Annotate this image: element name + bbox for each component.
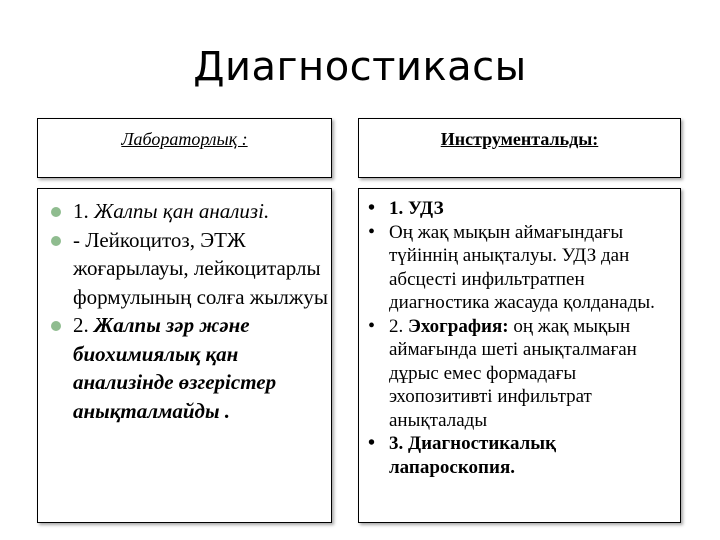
- bullet-dot-icon: [51, 321, 61, 331]
- instrumental-list: [364, 197, 679, 479]
- item-number: 2.: [389, 315, 408, 337]
- instrumental-content-box: [358, 188, 681, 523]
- instrumental-header: Инструментальды:: [440, 129, 599, 149]
- list-item: [48, 197, 328, 226]
- instrumental-header-box: [358, 118, 681, 178]
- item-text: Жалпы зәр және биохимиялық қан анализінде өзгерістер анықталмайды .: [73, 313, 277, 423]
- bullet-dot-icon: [51, 207, 61, 217]
- list-item: [364, 197, 679, 221]
- item-text: Жалпы қан анализі.: [94, 199, 270, 223]
- item-text: 1. УДЗ: [389, 198, 444, 219]
- bullet-dot-icon: [51, 236, 61, 246]
- item-number: 2.: [73, 313, 94, 337]
- bullet-icon: •: [368, 432, 376, 454]
- bullet-icon: •: [368, 314, 376, 337]
- item-text: - Лейкоцитоз, ЭТЖ жоғарылауы, лейкоцитарлы формулының солға жылжуы: [73, 227, 329, 309]
- item-text: Оң жақ мықын аймағындағы түйіннің анықталуы. УДЗ дан абсцесті инфильтратпен диагностика жасауда қолданады.: [389, 221, 655, 313]
- laboratory-header-box: [37, 118, 332, 178]
- list-item: [364, 221, 679, 315]
- item-term: Эхография:: [408, 315, 509, 337]
- list-item: [48, 226, 328, 312]
- laboratory-header: Лабораторлық :: [121, 129, 248, 149]
- bullet-icon: •: [368, 197, 376, 219]
- list-item: [364, 432, 679, 479]
- item-text: 3. Диагностикалық лапароскопия.: [389, 433, 557, 478]
- item-text: оң жақ мықын аймағында шеті анықталмаған дұрыс емес формадағы эхопозитивті инфильтрат анықталады: [389, 315, 637, 431]
- slide-title: Диагностикасы: [193, 44, 527, 90]
- item-number: 1.: [73, 199, 94, 223]
- list-item: [48, 311, 328, 425]
- list-item: [364, 315, 679, 433]
- laboratory-list: [48, 197, 328, 425]
- laboratory-content-box: [37, 188, 332, 523]
- bullet-icon: •: [368, 220, 376, 243]
